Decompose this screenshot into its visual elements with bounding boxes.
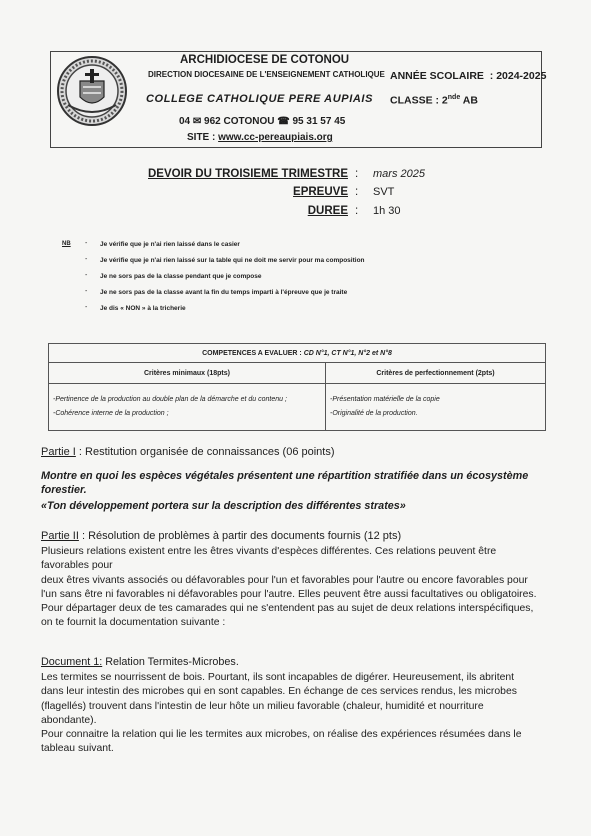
contact-line [179, 116, 345, 127]
phone-icon: ☎ [277, 116, 290, 127]
partie1-note: «Ton développement portera sur la description des différentes strates» [41, 500, 406, 512]
duree-value: 1h 30 [373, 205, 401, 217]
document1-line: Pour connaitre la relation qui lie les termites aux microbes, on réalise des expériences résumées dans le [41, 729, 522, 741]
school-year-label: ANNÉE SCOLAIRE [390, 70, 484, 82]
perf-criterion: -Originalité de la production. [330, 410, 418, 417]
nb-dash: - [85, 256, 88, 263]
school-year [390, 70, 546, 82]
perf-criteria-header: Critères de perfectionnement (2pts) [326, 363, 546, 384]
document1-line: Les termites se nourrissent de bois. Pourtant, ils sont incapables de digérer. Heureusement, ils abritent [41, 672, 515, 683]
partie1-question: Montre en quoi les espèces végétales présentent une répartition stratifiée dans un écosystème forestier. [41, 470, 529, 496]
document1-label: Document 1: [41, 656, 103, 668]
exam-title: DEVOIR DU TROISIEME TRIMESTRE [148, 168, 348, 180]
document1-line: (flagellés) trouvent dans l'intestin de leur hôte un milieu favorable (chaleur, humidité et nourriture [41, 700, 484, 712]
document1-line: tableau suivant. [41, 743, 114, 755]
partie2-title: : Résolution de problèmes à partir des documents fournis (12 pts) [78, 530, 402, 542]
partie2-line: deux êtres vivants associés ou défavorables pour l'un et favorables pour l'autre ou encore favorables pour [41, 574, 528, 586]
document1-line: dans leur intestin des microbes qui en sont capables. En échange de ces services rendus, les microbes [41, 686, 517, 698]
nb-dash: - [85, 240, 88, 247]
site-url-link[interactable]: www.cc-pereaupiais.org [218, 132, 333, 143]
nb-dash: - [85, 288, 88, 295]
epreuve-label: EPREUVE [293, 186, 348, 198]
nb-label: NB [62, 241, 71, 247]
website-line [187, 132, 333, 143]
partie1-label: Partie I [41, 446, 76, 458]
class-superscript: nde [447, 94, 461, 101]
phone-number: 95 31 57 45 [292, 116, 346, 127]
school-year-value: : 2024-2025 [489, 70, 547, 82]
partie2-line: Pour départager deux de tes camarades qui ne s'entendent pas au sujet de deux relations interspécifiques, [41, 603, 534, 615]
nb-item: Je vérifie que je n'ai rien laissé dans le casier [100, 241, 240, 248]
partie2-line: on te fournit la documentation suivante : [41, 617, 226, 629]
nb-item: Je vérifie que je n'ai rien laissé sur la table qui ne doit me servir pour ma composition [100, 257, 365, 264]
school-crest-icon [56, 55, 128, 127]
document1-line: abondante). [41, 714, 97, 726]
document1-body [41, 671, 553, 757]
school-name: COLLEGE CATHOLIQUE PERE AUPIAIS [146, 93, 374, 105]
duree-colon: : [355, 205, 359, 217]
epreuve-value: SVT [373, 186, 395, 198]
perf-criterion: -Présentation matérielle de la copie [330, 396, 440, 403]
partie2-line: favorables pour [41, 560, 113, 572]
nb-item: Je ne sors pas de la classe avant la fin du temps imparti à l'épreuve que je traite [100, 289, 348, 296]
partie1-heading [41, 446, 335, 458]
partie2-heading [41, 530, 401, 542]
exam-title-colon: : [355, 168, 359, 180]
archdiocese-title: ARCHIDIOCESE DE COTONOU [180, 54, 350, 66]
class-value: : 2 [435, 94, 448, 107]
direction-subtitle: DIRECTION DIOCESAINE DE L'ENSEIGNEMENT CATHOLIQUE [148, 70, 385, 79]
document1-heading [41, 656, 239, 668]
min-criterion: -Pertinence de la production au double plan de la démarche et du contenu ; [53, 396, 287, 403]
nb-dash: - [85, 304, 88, 311]
competences-list: CD N°1, CT N°1, N°2 et N°8 [303, 349, 392, 357]
competences-title [49, 344, 546, 363]
class-suffix: AB [460, 94, 478, 107]
competences-table [48, 343, 546, 431]
site-label: SITE : [187, 132, 219, 143]
partie1-title: : Restitution organisée de connaissances (06 points) [75, 446, 335, 458]
min-criteria-header: Critères minimaux (18pts) [49, 363, 326, 384]
epreuve-colon: : [355, 186, 359, 198]
nb-dash: - [85, 272, 88, 279]
partie2-line: Plusieurs relations existent entre les êtres vivants d'espèces différentes. Ces relations peuvent être [41, 546, 497, 557]
partie2-line: l'un sans être ni favorables ni défavorables pour l'autre. Elles peuvent être aussi facultatives ou obligatoires. [41, 588, 537, 600]
partie2-intro [41, 545, 553, 631]
document1-title: Relation Termites-Microbes. [102, 656, 239, 668]
class-label: CLASSE [390, 94, 433, 107]
class-info [390, 94, 478, 107]
partie2-label: Partie II [41, 530, 79, 542]
perf-criteria-cell [326, 384, 546, 431]
nb-item: Je dis « NON » à la tricherie [100, 305, 186, 312]
competences-title-text: COMPETENCES A EVALUER : [202, 349, 304, 357]
nb-item: Je ne sors pas de la classe pendant que je compose [100, 273, 262, 280]
min-criterion: -Cohérence interne de la production ; [53, 410, 169, 417]
duree-label: DUREE [307, 205, 348, 217]
min-criteria-cell [49, 384, 326, 431]
po-box: 04 ✉ 962 COTONOU [179, 116, 275, 127]
exam-date: mars 2025 [373, 168, 425, 180]
